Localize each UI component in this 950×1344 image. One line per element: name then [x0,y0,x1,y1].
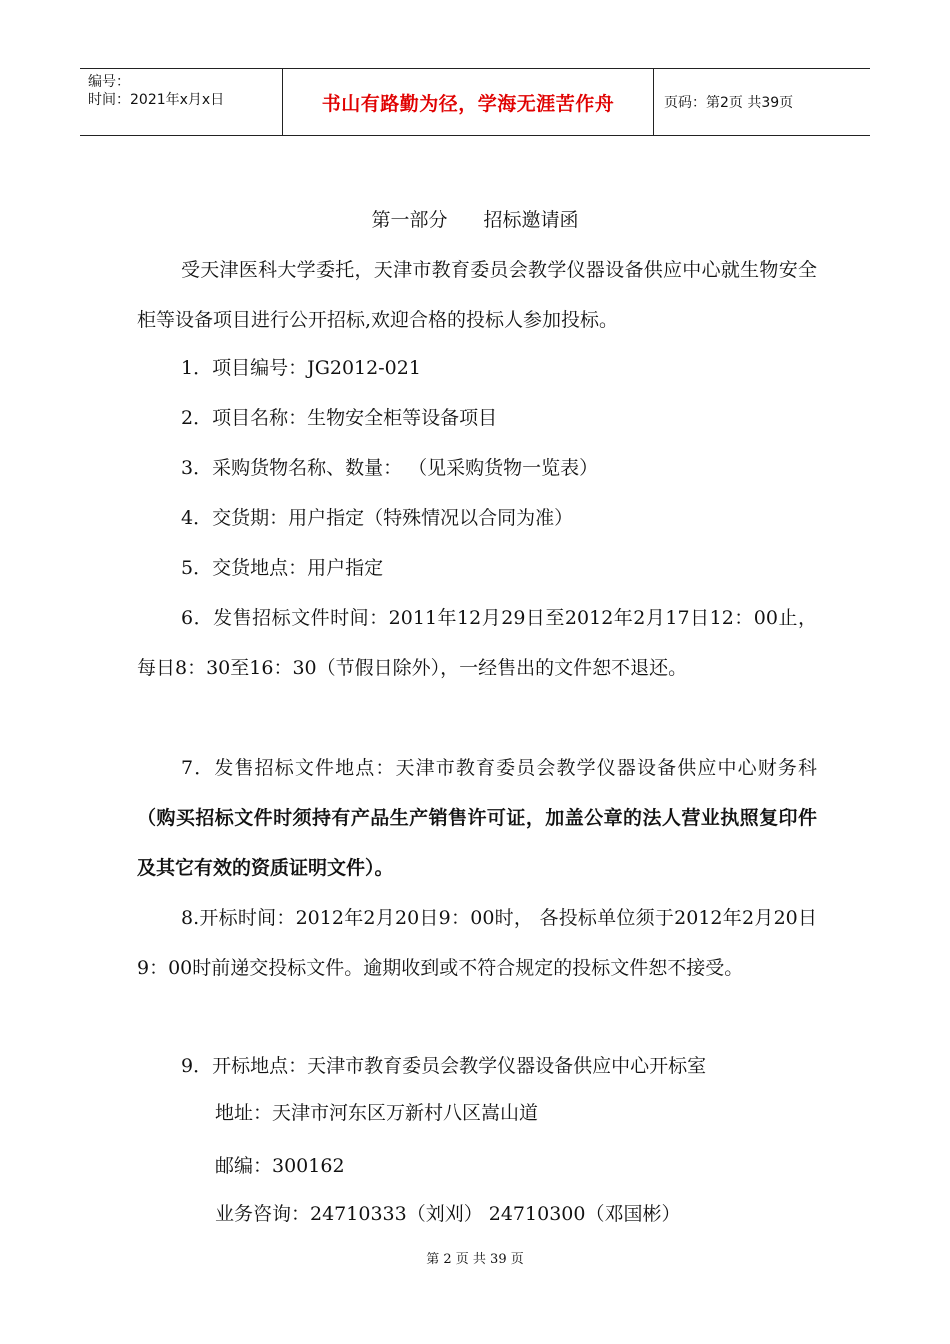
item-delivery-period: 4．交货期：用户指定（特殊情况以合同为准） [181,507,574,529]
number-label: 编号： [88,74,130,90]
item-sale-time: 6．发售招标文件时间：2011年12月29日至2012年2月17日12：00止，每日8：30至16：30（节假日除外），一经售出的文件恕不退还。 [137,607,817,679]
item-opening-time: 8.开标时间：2012年2月20日9：00时， 各投标单位须于2012年2月20日9：00时前递交投标文件。逾期收到或不符合规定的投标文件恕不接受。 [137,907,817,979]
motto: 书山有路勤为径，学海无涯苦作舟 [321,92,615,115]
item-delivery-place: 5．交货地点：用户指定 [181,557,384,579]
item-opening-place: 9．开标地点：天津市教育委员会教学仪器设备供应中心开标室 [181,1055,707,1077]
item-sale-place [137,743,817,893]
item-project-name: 2．项目名称：生物安全柜等设备项目 [181,407,498,429]
consult-line: 业务咨询：24710333（刘刈） 24710300（邓国彬） [215,1203,681,1225]
header-motto-cell [282,69,654,135]
time-label: 时间：2021年x月x日 [88,92,225,108]
title-name: 招标邀请函 [483,209,579,231]
item-sale-place-requirements: （购买招标文件时须持有产品生产销售许可证，加盖公章的法人营业执照复印件及其它有效的资质证明文件）。 [137,807,817,879]
header-meta [80,69,282,135]
header-page-info-cell [654,69,870,135]
item-sale-place-text: 7．发售招标文件地点：天津市教育委员会教学仪器设备供应中心财务科 [181,757,817,779]
page-footer: 第 2 页 共 39 页 [426,1252,524,1267]
page-header [80,68,870,136]
page-info: 页码：第2页 共39页 [664,95,794,111]
address-line: 地址：天津市河东区万新村八区嵩山道 [215,1102,539,1124]
title-part: 第一部分 [371,209,448,231]
intro-paragraph: 受天津医科大学委托，天津市教育委员会教学仪器设备供应中心就生物安全柜等设备项目进行公开招标,欢迎合格的投标人参加投标。 [137,259,817,331]
item-project-number: 1．项目编号：JG2012-021 [181,357,421,379]
postcode-line: 邮编：300162 [215,1155,345,1177]
item-goods: 3．采购货物名称、数量： （见采购货物一览表） [181,457,599,479]
section-title [0,205,950,232]
